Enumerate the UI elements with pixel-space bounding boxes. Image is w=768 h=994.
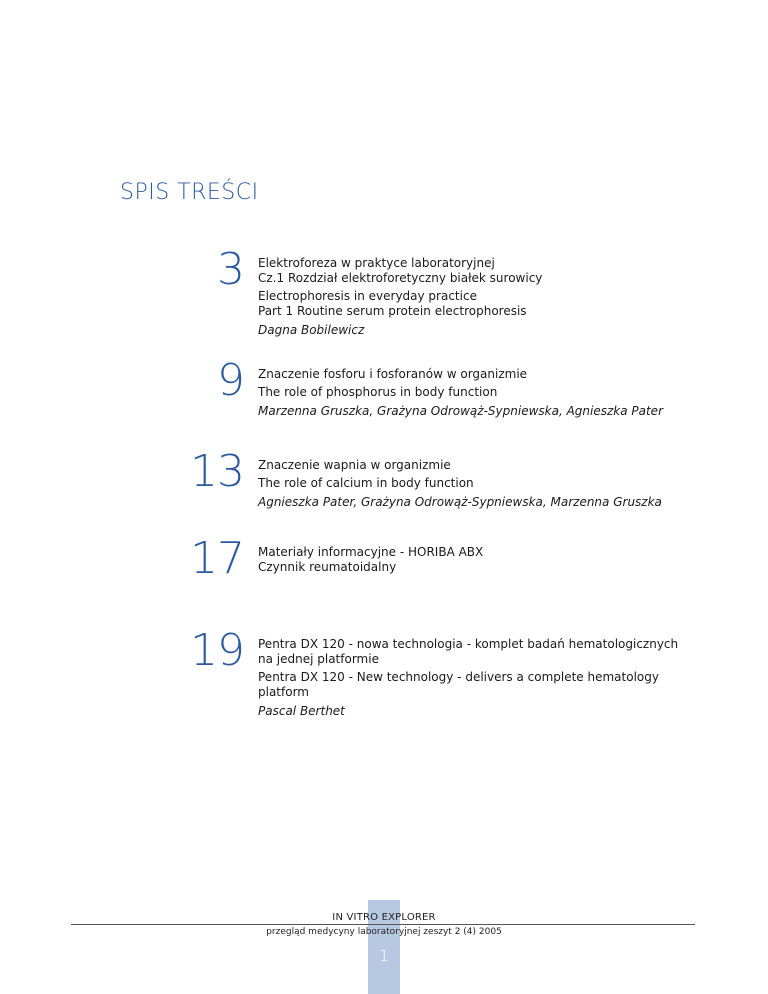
entry-title-line: na jednej platformie <box>258 652 379 666</box>
journal-issue: przegląd medycyny laboratoryjnej zeszyt 2 (4) 2005 <box>266 927 502 937</box>
entry-title-line: Pentra DX 120 - New technology - delivers a complete hematology platform <box>258 670 659 699</box>
entry-author: Marzenna Gruszka, Grażyna Odrowąż-Sypniewska, Agnieszka Pater <box>258 404 663 418</box>
entry-page-number: 13 <box>190 446 244 497</box>
entry-body <box>258 367 698 419</box>
entry-title-line: The role of phosphorus in body function <box>258 385 498 399</box>
footer-rule <box>71 924 695 925</box>
entry-title-line: Cz.1 Rozdział elektroforetyczny białek surowicy <box>258 271 543 285</box>
entry-author: Dagna Bobilewicz <box>258 323 365 337</box>
entry-body <box>258 256 698 338</box>
entry-title-line: Znaczenie wapnia w organizmie <box>258 458 451 472</box>
page-number: 1 <box>378 946 390 965</box>
entry-page-number: 9 <box>217 355 244 406</box>
entry-title-line: Materiały informacyjne - HORIBA ABX <box>258 545 484 559</box>
entry-body <box>258 545 698 575</box>
entry-author: Agnieszka Pater, Grażyna Odrowąż-Sypniewska, Marzenna Gruszka <box>258 495 662 509</box>
entry-body <box>258 458 698 510</box>
entry-page-number: 3 <box>217 244 244 295</box>
entry-title-line: Electrophoresis in everyday practice <box>258 289 477 303</box>
entry-title-line: Elektroforeza w praktyce laboratoryjnej <box>258 256 495 270</box>
journal-title: IN VITRO EXPLORER <box>332 912 436 923</box>
entry-body <box>258 637 698 719</box>
entry-title-line: Znaczenie fosforu i fosforanów w organizmie <box>258 367 528 381</box>
entry-page-number: 17 <box>190 533 244 584</box>
entry-title-line: Czynnik reumatoidalny <box>258 560 397 574</box>
toc-heading: SPIS TREŚCI <box>120 180 259 205</box>
entry-page-number: 19 <box>190 625 244 676</box>
entry-title-line: Part 1 Routine serum protein electrophoresis <box>258 304 527 318</box>
entry-title-line: The role of calcium in body function <box>258 476 474 490</box>
entry-title-line: Pentra DX 120 - nowa technologia - komplet badań hematologicznych <box>258 637 679 651</box>
entry-author: Pascal Berthet <box>258 704 345 718</box>
